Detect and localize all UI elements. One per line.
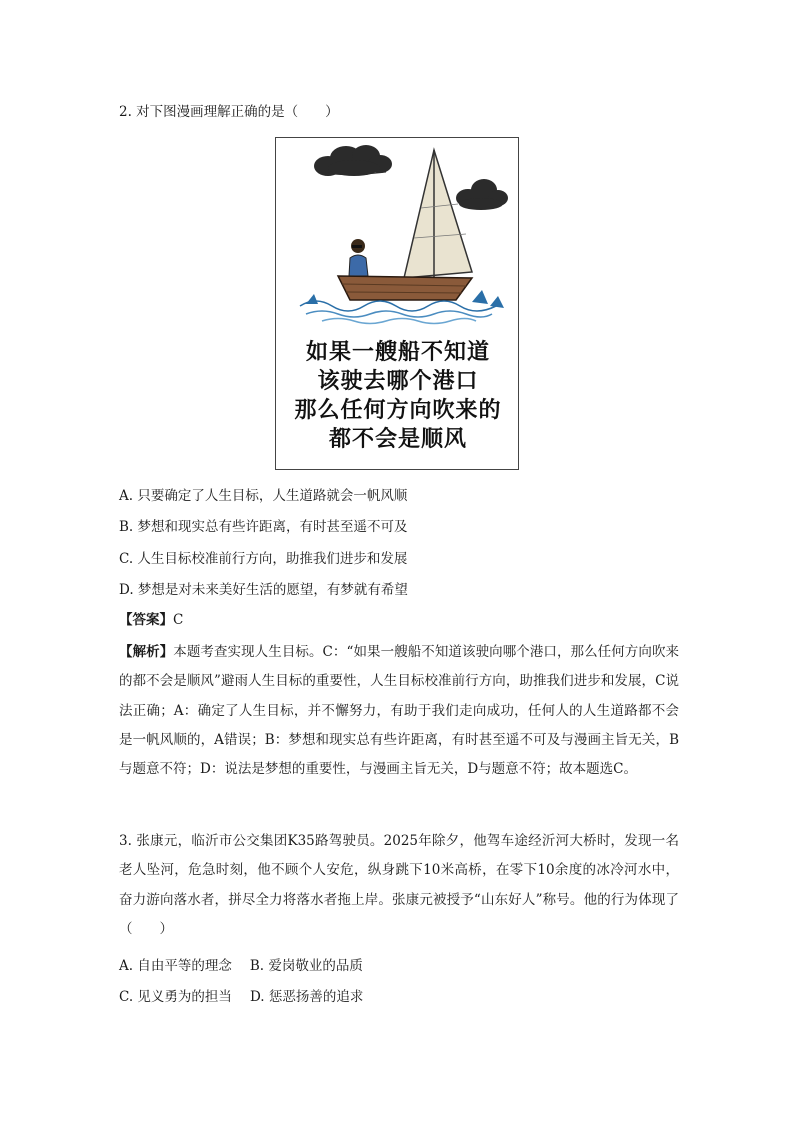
question-3-stem: 3. 张康元，临沂市公交集团K35路驾驶员。2025年除夕，他驾车途经沂河大桥时，发现一名老人坠河，危急时刻，他不顾个人安危，纵身跳下10米高桥，在零下10余度的冰冷河水中，奋力游向落水者，拼尽全力将落水者拖上岸。张康元被授予“山东好人”称号。他的行为体现了（ ）	[119, 833, 679, 937]
waves-icon	[300, 301, 496, 324]
q3-options-row-2	[119, 987, 363, 1007]
person-icon	[349, 239, 368, 276]
option-b: B. 梦想和现实总有些许距离，有时甚至遥不可及	[119, 519, 408, 535]
option-c: C. 人生目标校准前行方向，助推我们进步和发展	[119, 551, 408, 567]
cartoon-figure	[275, 137, 519, 470]
option-d: D. 梦想是对未来美好生活的愿望，有梦就有希望	[119, 582, 408, 598]
cartoon-caption-line: 如果一艘船不知道	[305, 340, 490, 365]
boat-hull-icon	[338, 276, 472, 300]
sail-icon	[404, 150, 472, 278]
q3-option-b: B. 爱岗敬业的品质	[249, 958, 363, 974]
answer-label: 【答案】	[119, 612, 173, 628]
cartoon-caption-line: 都不会是顺风	[328, 427, 467, 452]
answer-value: C	[173, 612, 184, 628]
answer-line	[119, 610, 183, 630]
cartoon-caption-line: 那么任何方向吹来的	[294, 398, 502, 423]
cartoon-caption	[276, 338, 520, 454]
question-2-stem: 2. 对下图漫画理解正确的是（ ）	[119, 104, 339, 120]
analysis-label: 【解析】	[119, 644, 174, 660]
sailboat-cartoon-illustration	[276, 138, 518, 338]
q3-options-row-1	[119, 956, 363, 976]
q3-option-a: A. 自由平等的理念	[119, 958, 232, 974]
cartoon-caption-line: 该驶去哪个港口	[317, 369, 479, 394]
cloud-right-icon	[456, 179, 508, 210]
q3-option-c: C. 见义勇为的担当	[119, 989, 232, 1005]
analysis-text: 本题考查实现人生目标。C：“如果一艘船不知道该驶向哪个港口，那么任何方向吹来的都不会是顺风”避雨人生目标的重要性，人生目标校准前行方向，助推我们进步和发展，C说法正确；A：确定了人生目标，并不懈努力，有助于我们走向成功，任何人的人生道路都不会是一帆风顺的，A错误；B：梦想和现实总有些许距离，有时甚至遥不可及与漫画主旨无关，B与题意不符；D：说法是梦想的重要性，与漫画主旨无关，D与题意不符；故本题选C。	[119, 644, 680, 778]
analysis-paragraph	[119, 638, 679, 784]
option-a: A. 只要确定了人生目标，人生道路就会一帆风顺	[119, 488, 408, 504]
q3-option-d: D. 惩恶扬善的追求	[249, 989, 364, 1005]
cloud-left-icon	[314, 145, 392, 176]
